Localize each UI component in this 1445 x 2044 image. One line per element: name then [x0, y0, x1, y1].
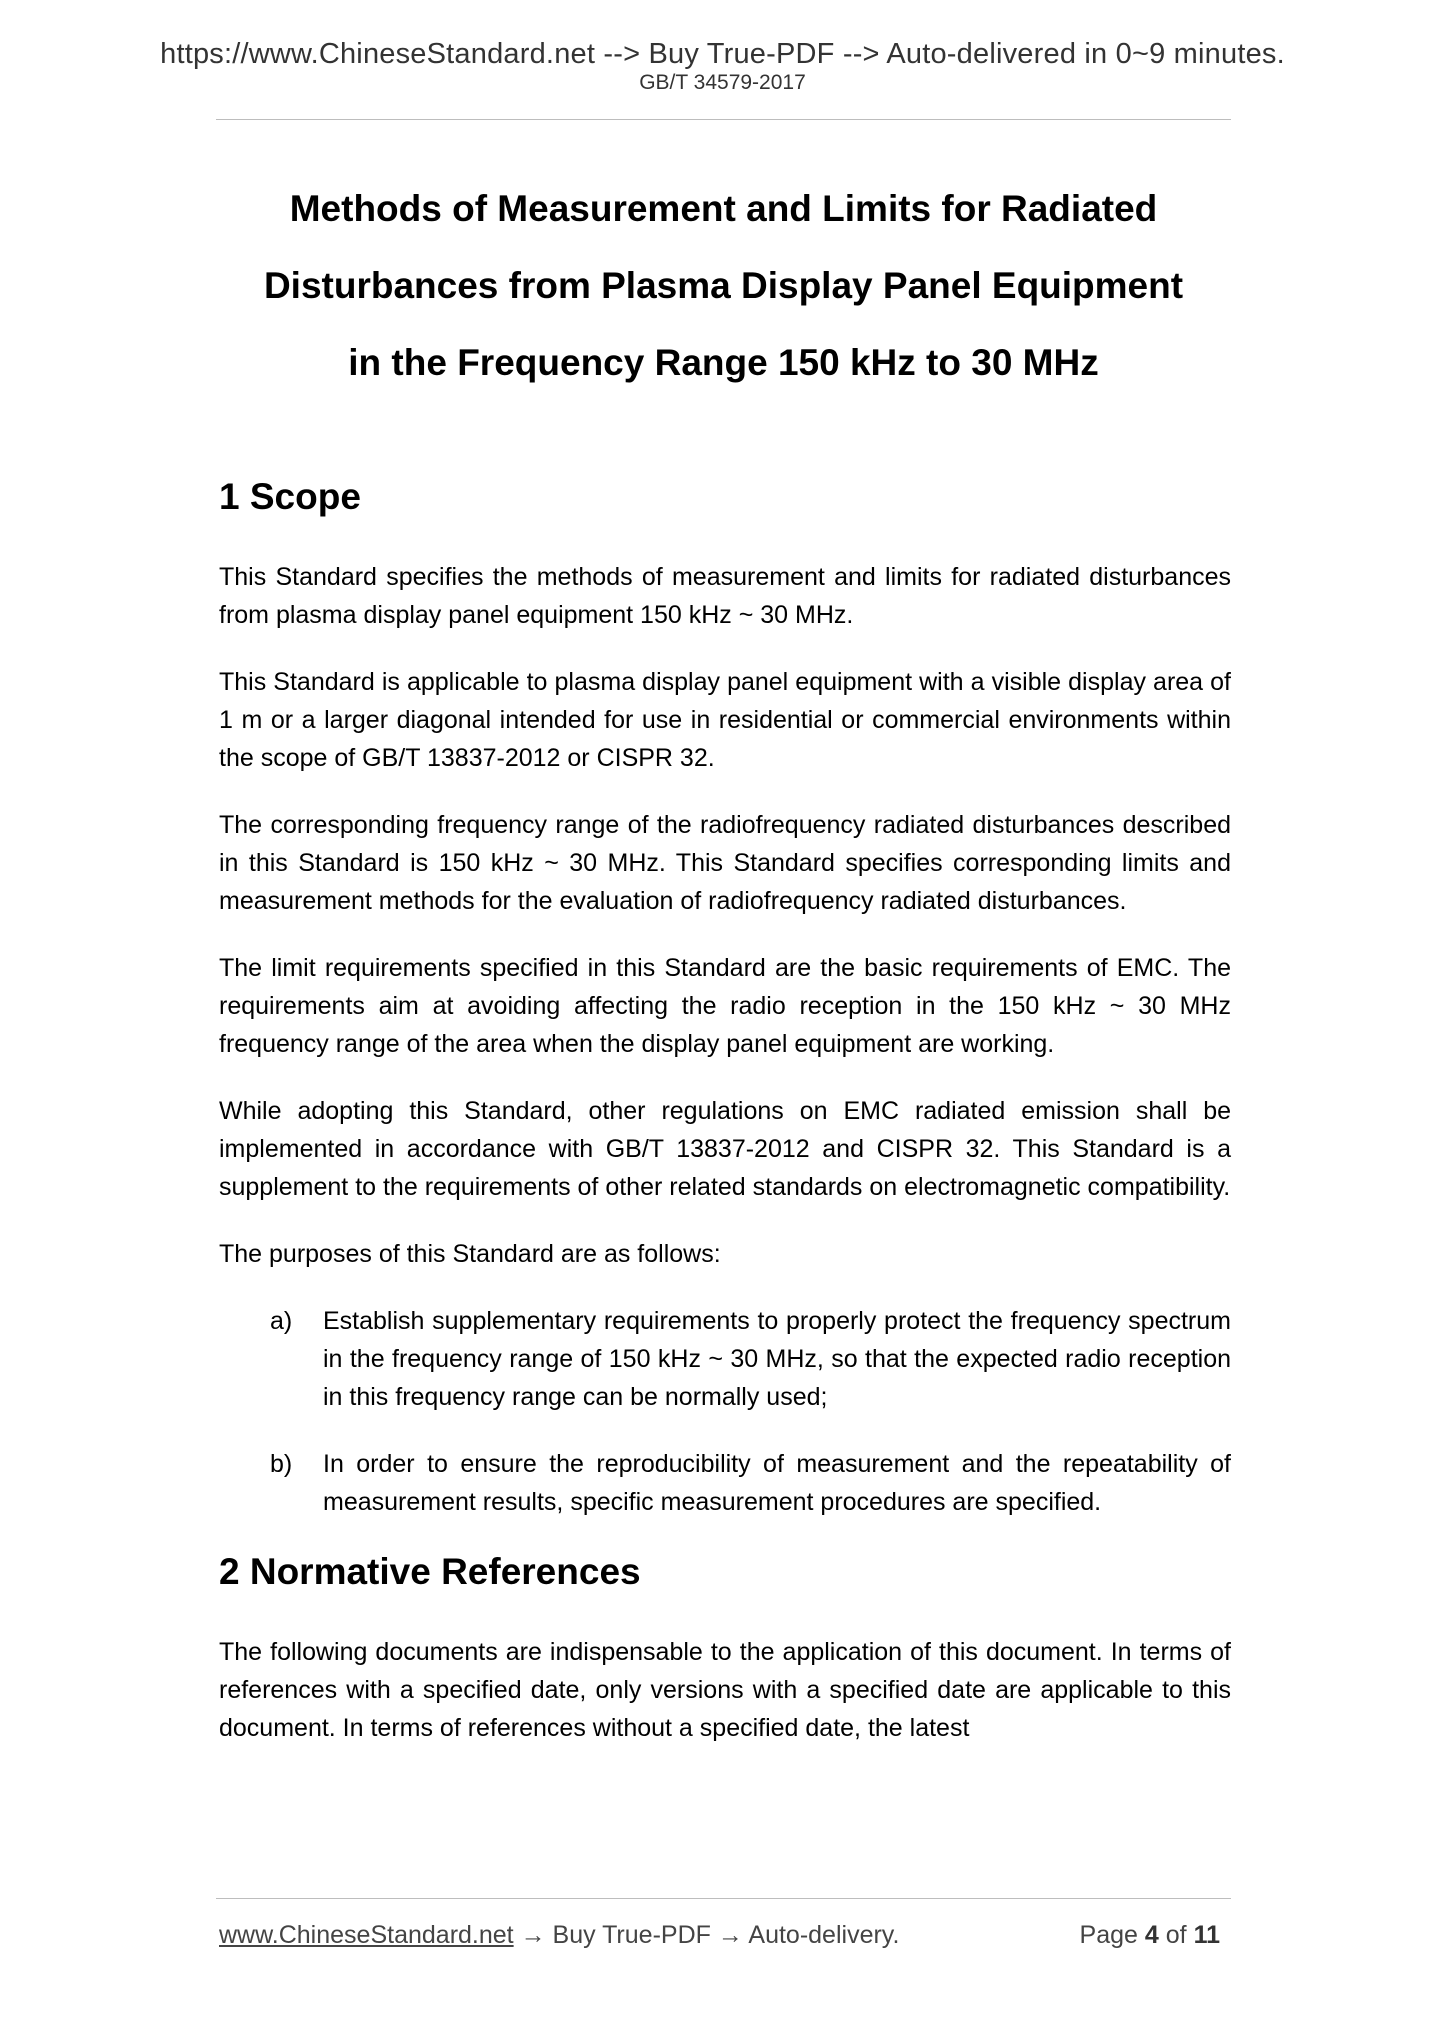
scope-paragraph-6: The purposes of this Standard are as follows: [219, 1240, 721, 1269]
footer-divider [216, 1898, 1231, 1899]
document-title [216, 170, 1231, 401]
page-label: Page [1079, 1921, 1138, 1949]
header-divider [216, 119, 1231, 120]
section-heading-normative-references: 2 Normative References [219, 1551, 641, 1593]
normative-paragraph-1: The following documents are indispensable to the application of this document. In terms of references with a specified date, only versions with a specified date are applicable to this document. In terms of references without a specified date, the latest [219, 1637, 1231, 1742]
list-item [219, 1302, 1231, 1416]
list-text: In order to ensure the reproducibility of measurement and the repeatability of measurement results, specific measurement procedures are specified. [323, 1450, 1231, 1517]
document-code: GB/T 34579-2017 [639, 71, 806, 94]
section-heading-scope: 1 Scope [219, 476, 361, 517]
footer-left [219, 1920, 899, 1950]
list-marker: a) [270, 1307, 293, 1336]
list-marker: b) [270, 1450, 293, 1479]
top-banner: https://www.ChineseStandard.net --> Buy True-PDF --> Auto-delivered in 0~9 minutes. [160, 38, 1285, 70]
footer-delivery-text: → Buy True-PDF → Auto-delivery. [513, 1921, 900, 1949]
document-body [219, 475, 1231, 1776]
scope-paragraph-3: The corresponding frequency range of the radiofrequency radiated disturbances described in this Standard is 150 kHz ~ 30 MHz. This Standard specifies corresponding limits and measurement methods for the evaluation of radiofrequency radiated disturbances. [219, 811, 1231, 916]
scope-paragraph-4: The limit requirements specified in this Standard are the basic requirements of EMC. The requirements aim at avoiding affecting the radio reception in the 150 kHz ~ 30 MHz frequency range of the area when the display panel equipment are working. [219, 954, 1231, 1059]
page-number [1080, 1920, 1220, 1950]
list-item [219, 1445, 1231, 1521]
title-line-2: Disturbances from Plasma Display Panel Equipment [263, 265, 1184, 306]
scope-paragraph-1: This Standard specifies the methods of measurement and limits for radiated disturbances from plasma display panel equipment 150 kHz ~ 30 MHz. [219, 563, 1231, 630]
current-page-number: 4 [1144, 1921, 1159, 1949]
total-page-number: 11 [1193, 1921, 1220, 1949]
scope-paragraph-2: This Standard is applicable to plasma display panel equipment with a visible display area of 1 m or a larger diagonal intended for use in residential or commercial environments within the scope of GB/T 13837-2012 or CISPR 32. [219, 668, 1231, 773]
footer-site-link[interactable]: www.ChineseStandard.net [219, 1921, 514, 1949]
of-label: of [1165, 1921, 1187, 1949]
list-text: Establish supplementary requirements to properly protect the frequency spectrum in the frequency range of 150 kHz ~ 30 MHz, so that the expected radio reception in this frequency range can be normally used; [323, 1307, 1231, 1412]
scope-paragraph-5: While adopting this Standard, other regulations on EMC radiated emission shall be implemented in accordance with GB/T 13837-2012 and CISPR 32. This Standard is a supplement to the requirements of other related standards on electromagnetic compatibility. [219, 1097, 1231, 1202]
title-line-1: Methods of Measurement and Limits for Radiated [289, 188, 1158, 229]
title-line-3: in the Frequency Range 150 kHz to 30 MHz [348, 342, 1099, 383]
